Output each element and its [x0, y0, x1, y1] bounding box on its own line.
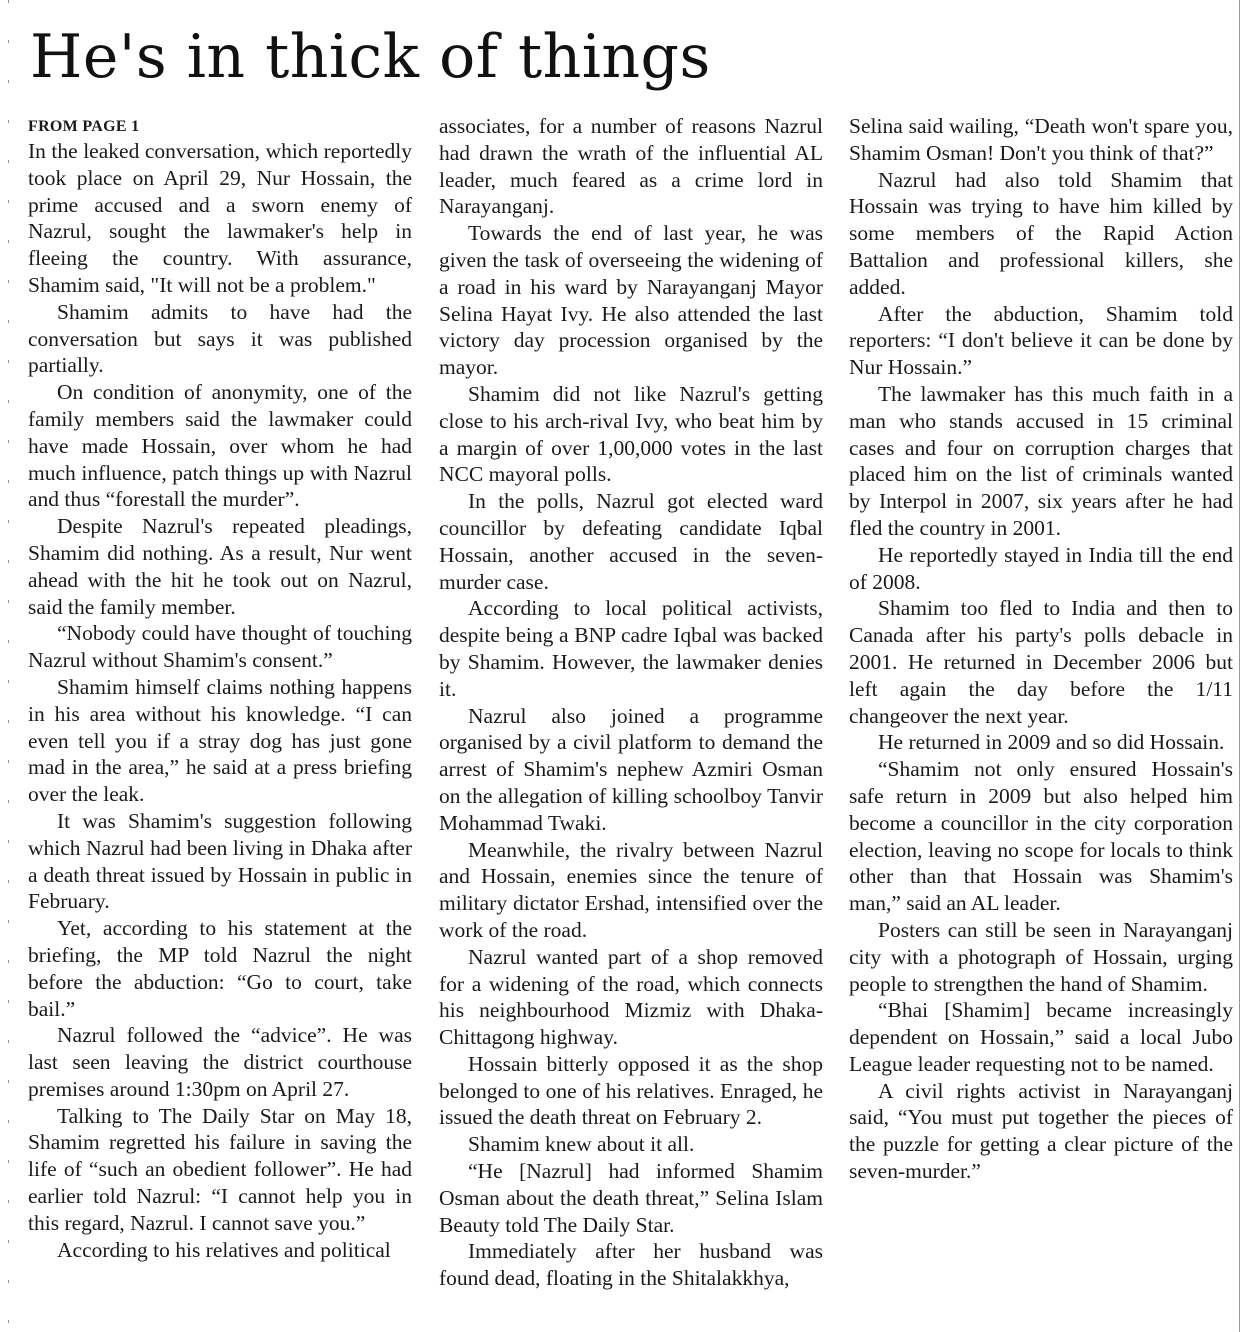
page-edge-rule-right [1239, 0, 1240, 1332]
paragraph: In the leaked conversation, which reportedly took place on April 29, Nur Hossain, the prime accused and a sworn enemy of Nazrul, sought the lawmaker's help in fleeing the country. With assurance, Shamim said, "It will not be a problem." [28, 139, 412, 297]
continuation-kicker: FROM PAGE 1 [28, 118, 140, 135]
paragraph: Despite Nazrul's repeated pleadings, Shamim did nothing. As a result, Nur went ahead with the hit he took out on Nazrul, said the family member. [28, 514, 412, 619]
paragraph: Posters can still be seen in Narayanganj city with a photograph of Hossain, urging people to strengthen the hand of Shamim. [849, 917, 1233, 996]
paragraph: Nazrul also joined a programme organised by a civil platform to demand the arrest of Shamim's nephew Azmiri Osman on the allegation of killing schoolboy Tanvir Mohammad Twaki. [439, 703, 823, 835]
paragraph: Meanwhile, the rivalry between Nazrul and Hossain, enemies since the tenure of military dictator Ershad, intensified over the work of the road. [439, 837, 823, 942]
paragraph: Shamim too fled to India and then to Canada after his party's polls debacle in 2001. He returned in December 2006 but left again the day before the 1/11 changeover the next year. [849, 596, 1233, 728]
paragraph: “Nobody could have thought of touching Nazrul without Shamim's consent.” [28, 621, 412, 673]
paragraph: A civil rights activist in Narayanganj said, “You must put together the pieces of the puzzle for getting a clear picture of the seven-murder.” [849, 1078, 1233, 1184]
paragraph: “He [Nazrul] had informed Shamim Osman about the death threat,” Selina Islam Beauty told The Daily Star. [439, 1159, 823, 1237]
paragraph: Nazrul had also told Shamim that Hossain was trying to have him killed by some members of the Rapid Action Battalion and professional killers, she added. [849, 167, 1233, 299]
paragraph: Nazrul wanted part of a shop removed for a widening of the road, which connects his neighbourhood Mizmiz with Dhaka-Chittagong highway. [439, 944, 823, 1050]
paragraph: Shamim knew about it all. [468, 1132, 695, 1157]
paragraph: Selina said wailing, “Death won't spare you, Shamim Osman! Don't you think of that?” [849, 114, 1233, 165]
paragraph: “Bhai [Shamim] became increasingly dependent on Hossain,” said a local Jubo League leader requesting not to be named. [849, 998, 1233, 1076]
paragraph: Shamim himself claims nothing happens in his area without his knowledge. “I can even tell you if a stray dog has just gone mad in the area,” he said at a press briefing over the leak. [28, 674, 412, 807]
paragraph: Shamim did not like Nazrul's getting close to his arch-rival Ivy, who beat him by a margin of over 1,00,000 votes in the last NCC mayoral polls. [439, 381, 823, 487]
paragraph: In the polls, Nazrul got elected ward councillor by defeating candidate Iqbal Hossain, another accused in the seven-murder case. [439, 489, 823, 594]
paragraph: Towards the end of last year, he was given the task of overseeing the widening of a road in his ward by Narayanganj Mayor Selina Hayat Ivy. He also attended the last victory day procession organised by the mayor. [439, 221, 823, 380]
paragraph: The lawmaker has this much faith in a man who stands accused in 15 criminal cases and four on corruption charges that placed him on the list of criminals wanted by Interpol in 2007, six years after he had fled the country in 2001. [849, 381, 1233, 540]
paragraph: Hossain bitterly opposed it as the shop belonged to one of his relatives. Enraged, he issued the death threat on February 2. [439, 1051, 823, 1130]
paragraph: He returned in 2009 and so did Hossain. [878, 730, 1225, 755]
paragraph: It was Shamim's suggestion following which Nazrul had been living in Dhaka after a death threat issued by Hossain in public in February. [28, 808, 412, 914]
paragraph: Yet, according to his statement at the briefing, the MP told Nazrul the night before the abduction: “Go to court, take bail.” [28, 916, 412, 1021]
paragraph: Shamim admits to have had the conversation but says it was published partially. [28, 299, 412, 378]
article-column-1 [28, 113, 412, 1263]
paragraph: associates, for a number of reasons Nazrul had drawn the wrath of the influential AL leader, much feared as a crime lord in Narayanganj. [439, 114, 823, 219]
paragraph: He reportedly stayed in India till the end of 2008. [849, 542, 1233, 594]
article-column-2 [439, 113, 823, 1292]
paragraph: According to his relatives and political [57, 1237, 391, 1262]
article-headline: He's in thick of things [30, 22, 711, 92]
paragraph: Immediately after her husband was found dead, floating in the Shitalakkhya, [439, 1239, 823, 1291]
paragraph: Talking to The Daily Star on May 18, Shamim regretted his failure in saving the life of “such an obedient follower”. He had earlier told Nazrul: “I cannot help you in this regard, Nazrul. I cannot save you.” [28, 1103, 412, 1235]
page-edge-rule [8, 0, 9, 1332]
paragraph: “Shamim not only ensured Hossain's safe return in 2009 but also helped him become a councillor in the city corporation election, leaving no scope for locals to think other than that Hossain was Shamim's man,” said an AL leader. [849, 757, 1233, 916]
paragraph: Nazrul followed the “advice”. He was last seen leaving the district courthouse premises around 1:30pm on April 27. [28, 1023, 412, 1101]
paragraph: According to local political activists, despite being a BNP cadre Iqbal was backed by Shamim. However, the lawmaker denies it. [439, 596, 823, 701]
article-column-3 [849, 113, 1233, 1185]
paragraph: On condition of anonymity, one of the family members said the lawmaker could have made Hossain, over whom he had much influence, patch things up with Nazrul and thus “forestall the murder”. [28, 380, 412, 512]
paragraph: After the abduction, Shamim told reporters: “I don't believe it can be done by Nur Hossain.” [849, 301, 1233, 380]
